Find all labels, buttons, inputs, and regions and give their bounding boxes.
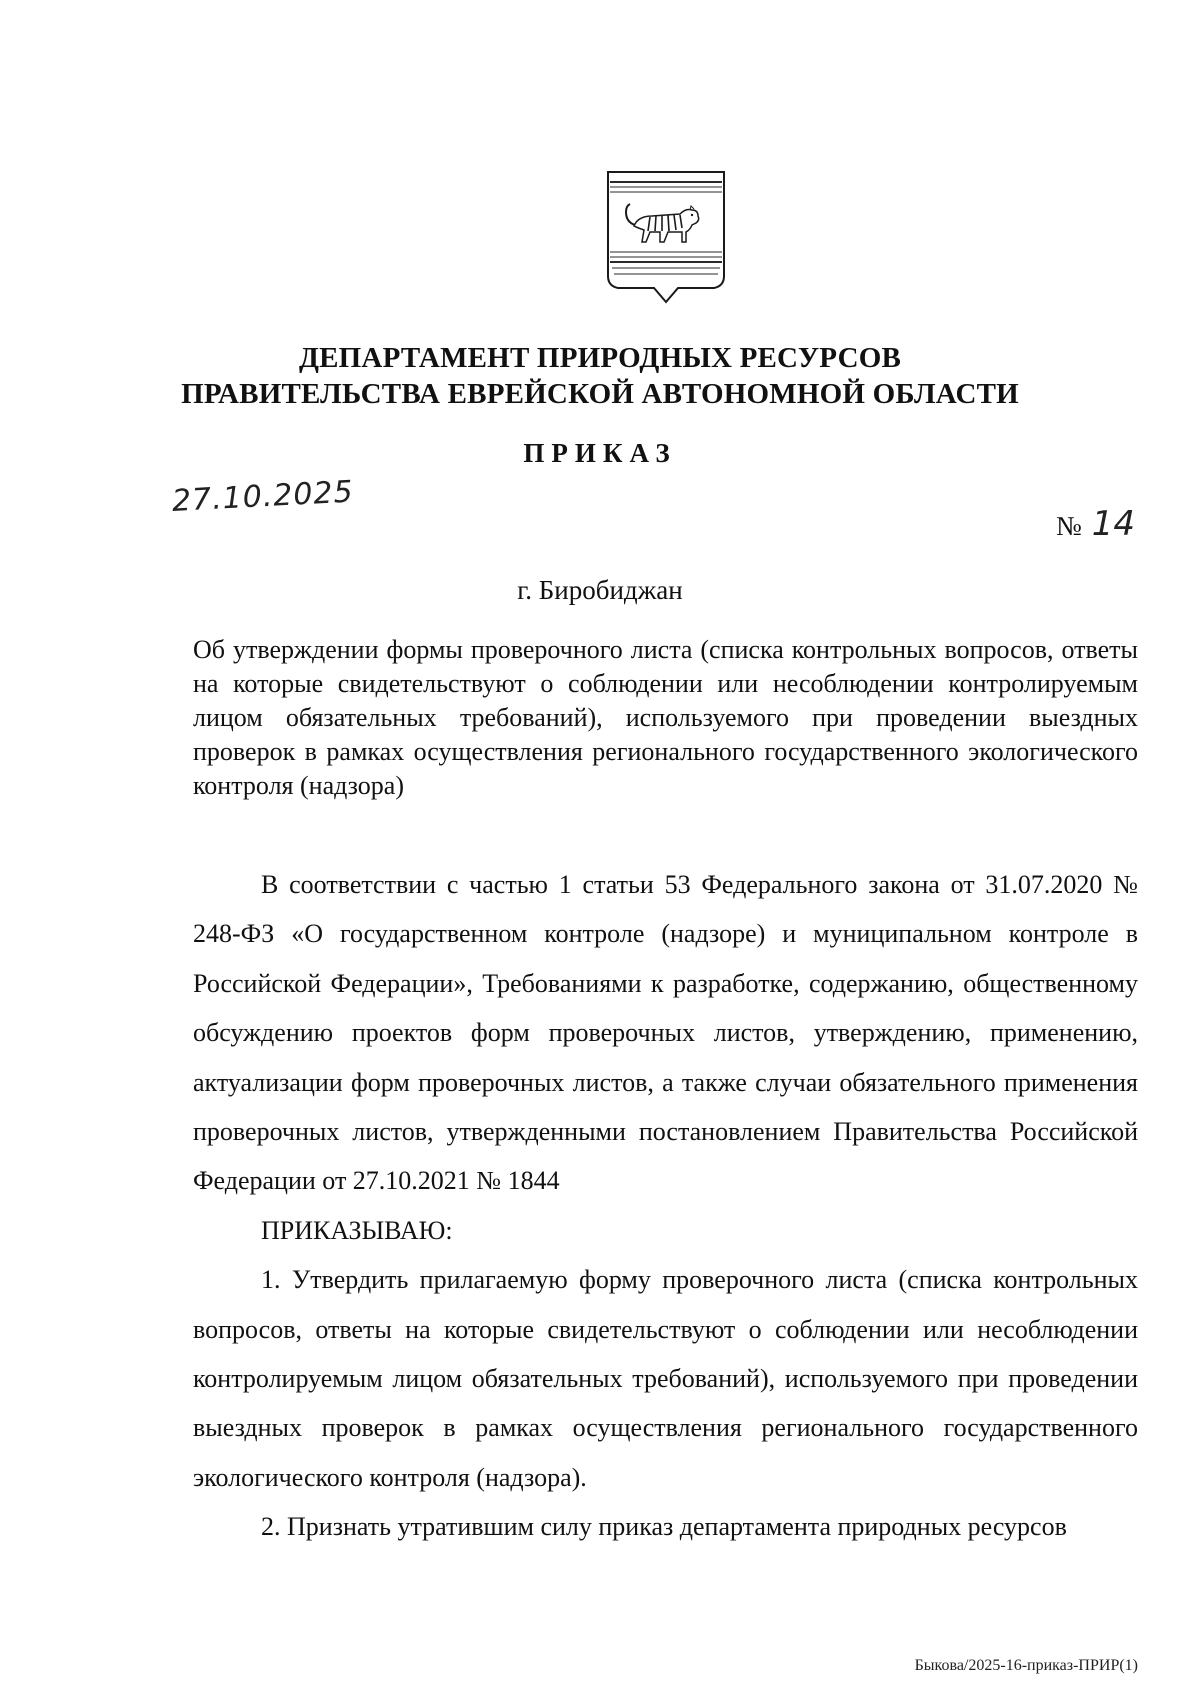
order-item-2: 2. Признать утратившим силу приказ департамента природных ресурсов	[261, 1512, 1067, 1542]
order-item-1: 1. Утвердить прилагаемую форму проверочного листа (списка контрольных вопросов, ответы на которые свидетельствуют о соблюдении или несоблюдении контролируемым лицом обязательных требований), используемого при проведении выездных проверок в рамках осуществления регионального государственного экологического контроля (надзора).	[193, 1265, 1138, 1492]
organization-title	[0, 340, 1200, 412]
order-word: ПРИКАЗЫВАЮ:	[261, 1215, 453, 1245]
city-line: г. Биробиджан	[517, 575, 683, 605]
footer-document-code: Быкова/2025-16-приказ-ПРИР(1)	[914, 1657, 1138, 1674]
handwritten-number: 14	[1091, 504, 1136, 544]
preamble-paragraph: В соответствии с частью 1 статьи 53 Федерального закона от 31.07.2020 № 248-ФЗ «О государственном контроле (надзоре) и муниципальном контроле в Российской Федерации», Требованиями к разработке, содержанию, общественному обсуждению проектов форм проверочных листов, утверждению, применению, актуализации форм проверочных листов, а также случаи обязательного применения проверочных листов, утвержденными постановлением Правительства Российской Федерации от 27.10.2021 № 1844	[193, 870, 1138, 1196]
number-label: №	[1056, 511, 1082, 541]
document-type: ПРИКАЗ	[523, 438, 677, 468]
document-body	[193, 860, 1138, 1552]
document-subject: Об утверждении формы проверочного листа (списка контрольных вопросов, ответы на которые свидетельствуют о соблюдении или несоблюдении контролируемым лицом обязательных требований), используемого при проведении выездных проверок в рамках осуществления регионального государственного экологического контроля (надзора)	[193, 635, 1138, 800]
coat-of-arms-tiger-icon	[604, 168, 728, 306]
document-number	[1056, 504, 1135, 544]
handwritten-date: 27.10.2025	[171, 474, 355, 519]
org-title-line-2: ПРАВИТЕЛЬСТВА ЕВРЕЙСКОЙ АВТОНОМНОЙ ОБЛАСТИ	[181, 378, 1019, 410]
org-title-line-1: ДЕПАРТАМЕНТ ПРИРОДНЫХ РЕСУРСОВ	[298, 342, 902, 374]
